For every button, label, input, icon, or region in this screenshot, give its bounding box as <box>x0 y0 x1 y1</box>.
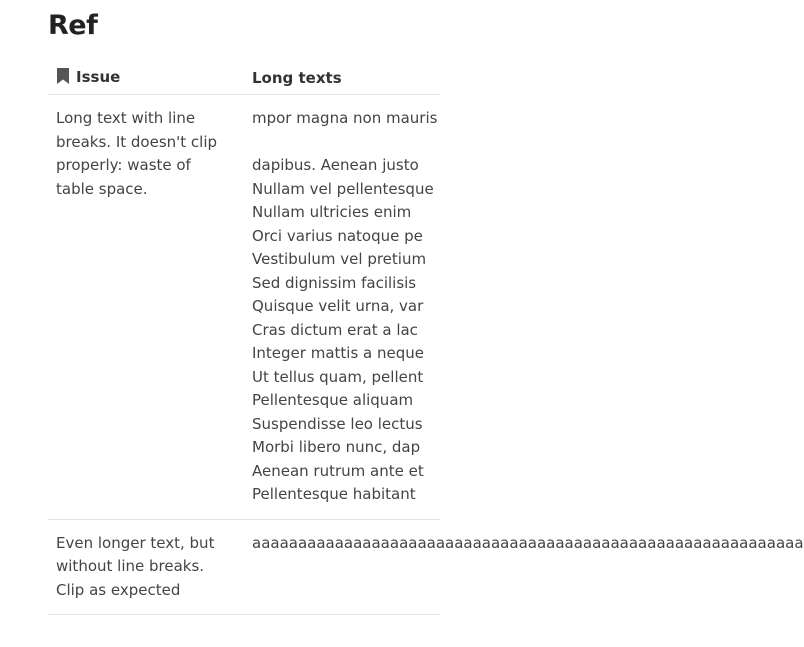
table-header-row <box>48 62 440 95</box>
issue-cell: Long text with line breaks. It doesn't clip properly: waste of table space. <box>48 95 244 520</box>
long-text-line: mpor magna non mauris <box>252 109 438 127</box>
long-text-line: Quisque velit urna, var <box>252 297 424 315</box>
long-texts-cell <box>244 95 440 520</box>
long-text-line: Pellentesque aliquam <box>252 391 414 409</box>
table-row <box>48 519 440 615</box>
long-text-line: Aenean rutrum ante et <box>252 461 424 480</box>
column-header-long-texts-label: Long texts <box>252 69 342 87</box>
long-text-line: Nullam ultricies enim <box>252 203 412 221</box>
table-row <box>48 95 440 520</box>
column-header-issue[interactable] <box>48 62 244 95</box>
long-texts-cell <box>244 519 804 615</box>
issues-table <box>48 62 804 615</box>
long-text-line: Integer mattis a neque <box>252 344 424 362</box>
long-text-line: Pellentesque habitant <box>252 485 416 503</box>
long-text-line: aaaaaaaaaaaaaaaaaaaaaaaaaaaaaaaaaaaaaaaaaaaaaaaaaaaaaaaaaaaa <box>252 533 804 552</box>
long-text-line: Ut tellus quam, pellent <box>252 367 424 386</box>
issue-cell: Even longer text, but without line breaks. Clip as expected <box>48 519 244 615</box>
long-text-line: dapibus. Aenean justo <box>252 156 419 174</box>
long-text-line: Cras dictum erat a lac <box>252 320 418 339</box>
bookmark-icon <box>56 67 70 89</box>
long-text-line: Vestibulum vel pretium <box>252 250 427 268</box>
column-header-issue-label: Issue <box>76 68 121 86</box>
page-title: Ref <box>48 10 98 41</box>
long-text-line: Nullam vel pellentesque <box>252 179 434 198</box>
long-text-line <box>252 131 432 155</box>
column-header-long-texts[interactable] <box>244 62 440 95</box>
long-text-line: Orci varius natoque pe <box>252 226 423 245</box>
long-text-line: Sed dignissim facilisis <box>252 273 417 292</box>
long-text-line: Suspendisse leo lectus <box>252 414 423 433</box>
long-text-line: Morbi libero nunc, dap <box>252 438 421 456</box>
